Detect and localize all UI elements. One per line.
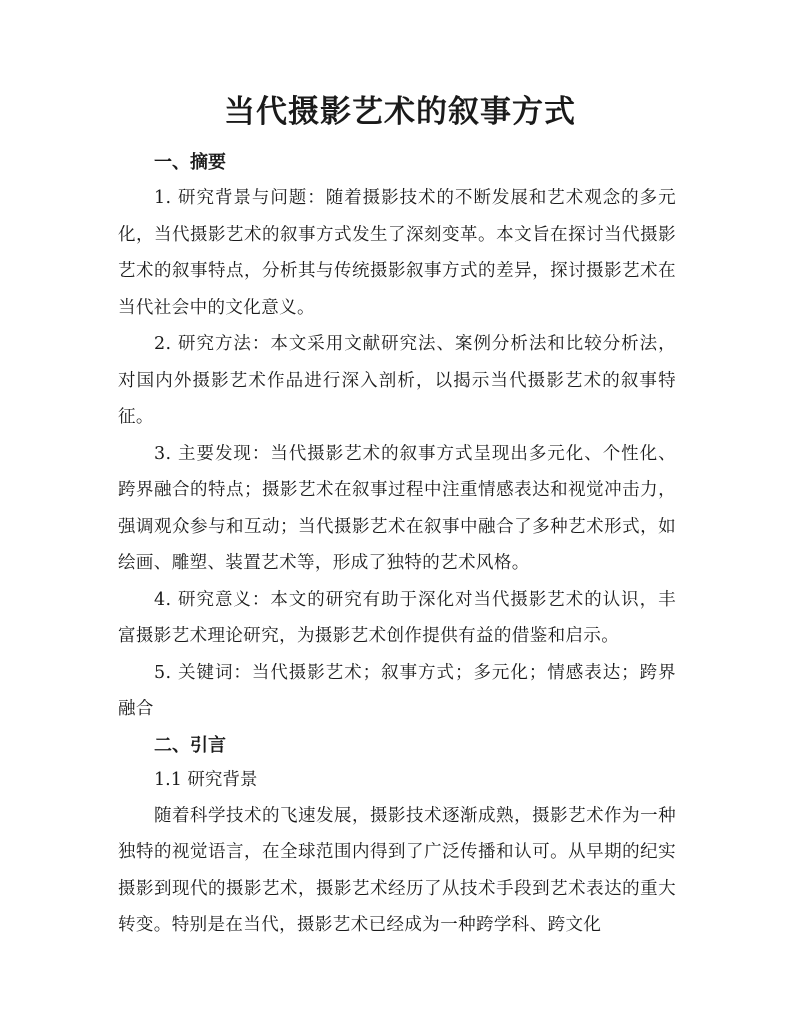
- section-heading-introduction: 二、引言: [154, 734, 226, 756]
- introduction-paragraph: 随着科学技术的飞速发展，摄影技术逐渐成熟，摄影艺术作为一种独特的视觉语言，在全球范围内得到了广泛传播和认可。从早期的纪实摄影到现代的摄影艺术，摄影艺术经历了从技术手段到艺术表达的重大转变。特别是在当代，摄影艺术已经成为一种跨学科、跨文化: [118, 805, 676, 935]
- document-body: [118, 145, 676, 944]
- subsection-heading-background: 1.1 研究背景: [154, 769, 258, 790]
- section-heading-abstract: 一、摘要: [154, 152, 226, 173]
- abstract-paragraph-significance: 4. 研究意义：本文的研究有助于深化对当代摄影艺术的认识，丰富摄影艺术理论研究，为摄影艺术创作提供有益的借鉴和启示。: [118, 589, 676, 646]
- abstract-paragraph-findings: 3. 主要发现：当代摄影艺术的叙事方式呈现出多元化、个性化、跨界融合的特点；摄影艺术在叙事过程中注重情感表达和视觉冲击力，强调观众参与和互动；当代摄影艺术在叙事中融合了多种艺术形式，如绘画、雕塑、装置艺术等，形成了独特的艺术风格。: [118, 443, 676, 573]
- document-title: 当代摄影艺术的叙事方式: [224, 94, 576, 130]
- abstract-paragraph-methods: 2. 研究方法：本文采用文献研究法、案例分析法和比较分析法，对国内外摄影艺术作品进行深入剖析，以揭示当代摄影艺术的叙事特征。: [118, 334, 676, 427]
- abstract-paragraph-background: 1. 研究背景与问题：随着摄影技术的不断发展和艺术观念的多元化，当代摄影艺术的叙事方式发生了深刻变革。本文旨在探讨当代摄影艺术的叙事特点，分析其与传统摄影叙事方式的差异，探讨摄影艺术在当代社会中的文化意义。: [118, 188, 676, 318]
- abstract-paragraph-keywords: 5. 关键词：当代摄影艺术；叙事方式；多元化；情感表达；跨界融合: [118, 662, 676, 719]
